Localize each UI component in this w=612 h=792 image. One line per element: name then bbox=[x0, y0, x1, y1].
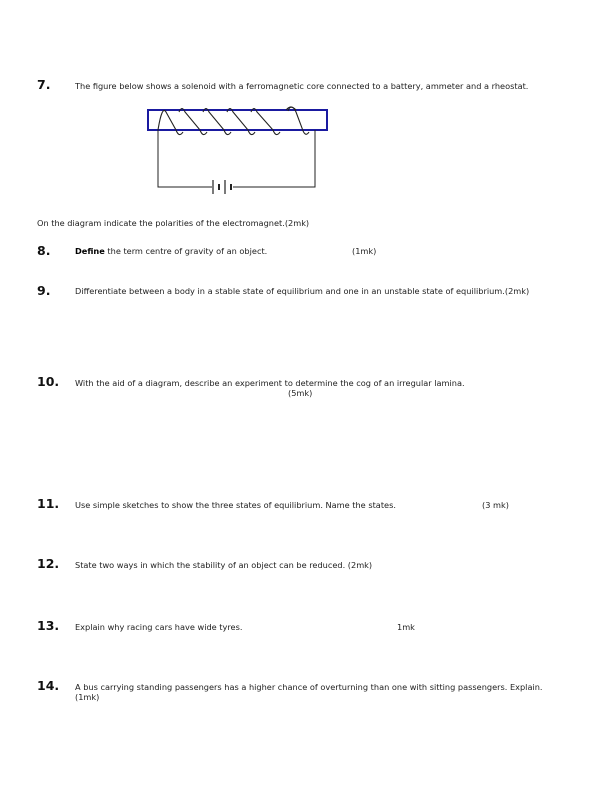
question-marks: 1mk bbox=[397, 622, 415, 632]
circuit-wires bbox=[158, 130, 315, 187]
question-marks: (5mk) bbox=[288, 388, 313, 398]
question-text: Use simple sketches to show the three states of equilibrium. Name the states. bbox=[75, 500, 396, 510]
question-number: 9. bbox=[37, 283, 51, 298]
question-number: 14. bbox=[37, 678, 60, 693]
question-number: 12. bbox=[37, 556, 60, 571]
question-text: A bus carrying standing passengers has a higher chance of overturning than one with sitting passengers. Explain.(1mk) bbox=[75, 682, 543, 702]
question-number: 13. bbox=[37, 618, 60, 633]
question-number: 10. bbox=[37, 374, 60, 389]
question-followup: On the diagram indicate the polarities of the electromagnet.(2mk) bbox=[37, 218, 310, 228]
question-marks: (1mk) bbox=[352, 246, 377, 256]
question-number: 8. bbox=[37, 243, 51, 258]
question-text bbox=[75, 246, 267, 256]
question-text: The figure below shows a solenoid with a ferromagnetic core connected to a battery, ammeter and a rheostat. bbox=[75, 81, 529, 91]
question-text: With the aid of a diagram, describe an experiment to determine the cog of an irregular lamina. bbox=[75, 378, 465, 388]
question-marks: (3 mk) bbox=[482, 500, 509, 510]
question-text: Differentiate between a body in a stable state of equilibrium and one in an unstable state of equilibrium.(2mk) bbox=[75, 286, 530, 296]
question-text: State two ways in which the stability of an object can be reduced. (2mk) bbox=[75, 560, 373, 570]
question-number: 11. bbox=[37, 496, 60, 511]
battery-icon bbox=[213, 180, 231, 194]
question-body: the term centre of gravity of an object. bbox=[104, 246, 268, 256]
question-text: Explain why racing cars have wide tyres. bbox=[75, 622, 243, 632]
question-number: 7. bbox=[37, 77, 51, 92]
emphasis-word: Define bbox=[75, 246, 105, 256]
